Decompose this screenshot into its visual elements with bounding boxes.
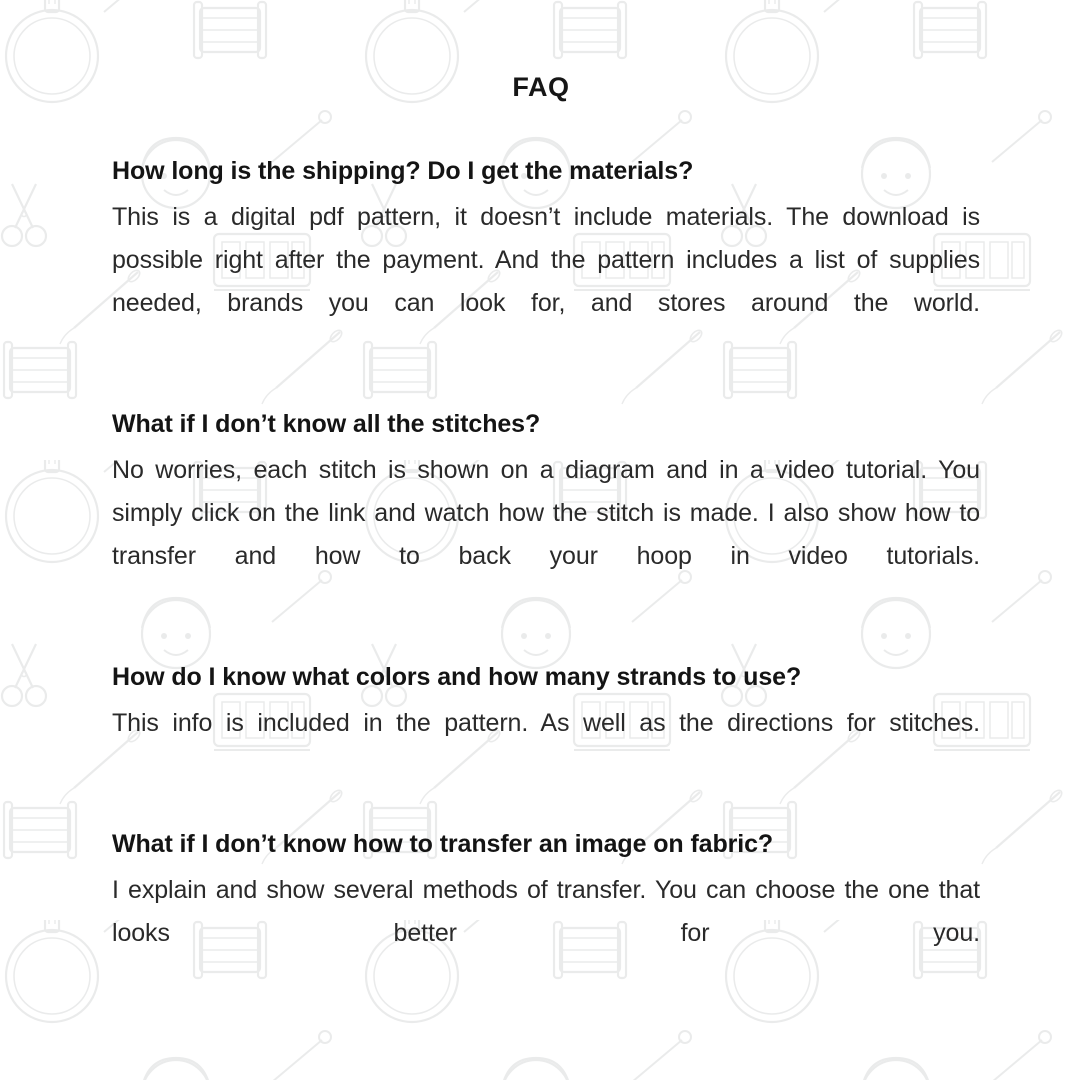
faq-question: How do I know what colors and how many strands to use? [112,663,802,691]
faq-item [112,828,980,998]
faq-answer: I explain and show several methods of transfer. You can choose the one that looks better for you. [112,876,980,947]
faq-answer: This is a digital pdf pattern, it doesn’t include materials. The download is possible right after the payment. And the pattern includes a list of supplies needed, brands you can look for, and stores around the world. [112,203,980,317]
faq-answer: No worries, each stitch is shown on a diagram and in a video tutorial. You simply click on the link and watch how the stitch is made. I also show how to transfer and how to back your hoop in video tutorials. [112,456,980,570]
faq-item [112,661,980,788]
faq-answer: This info is included in the pattern. As well as the directions for stitches. [112,709,980,737]
page-title: FAQ [512,72,570,102]
faq-question: What if I don’t know all the stitches? [112,410,541,438]
faq-item [112,408,980,621]
faq-question: What if I don’t know how to transfer an image on fabric? [112,830,774,858]
faq-question: How long is the shipping? Do I get the materials? [112,157,694,185]
faq-item [112,155,980,368]
